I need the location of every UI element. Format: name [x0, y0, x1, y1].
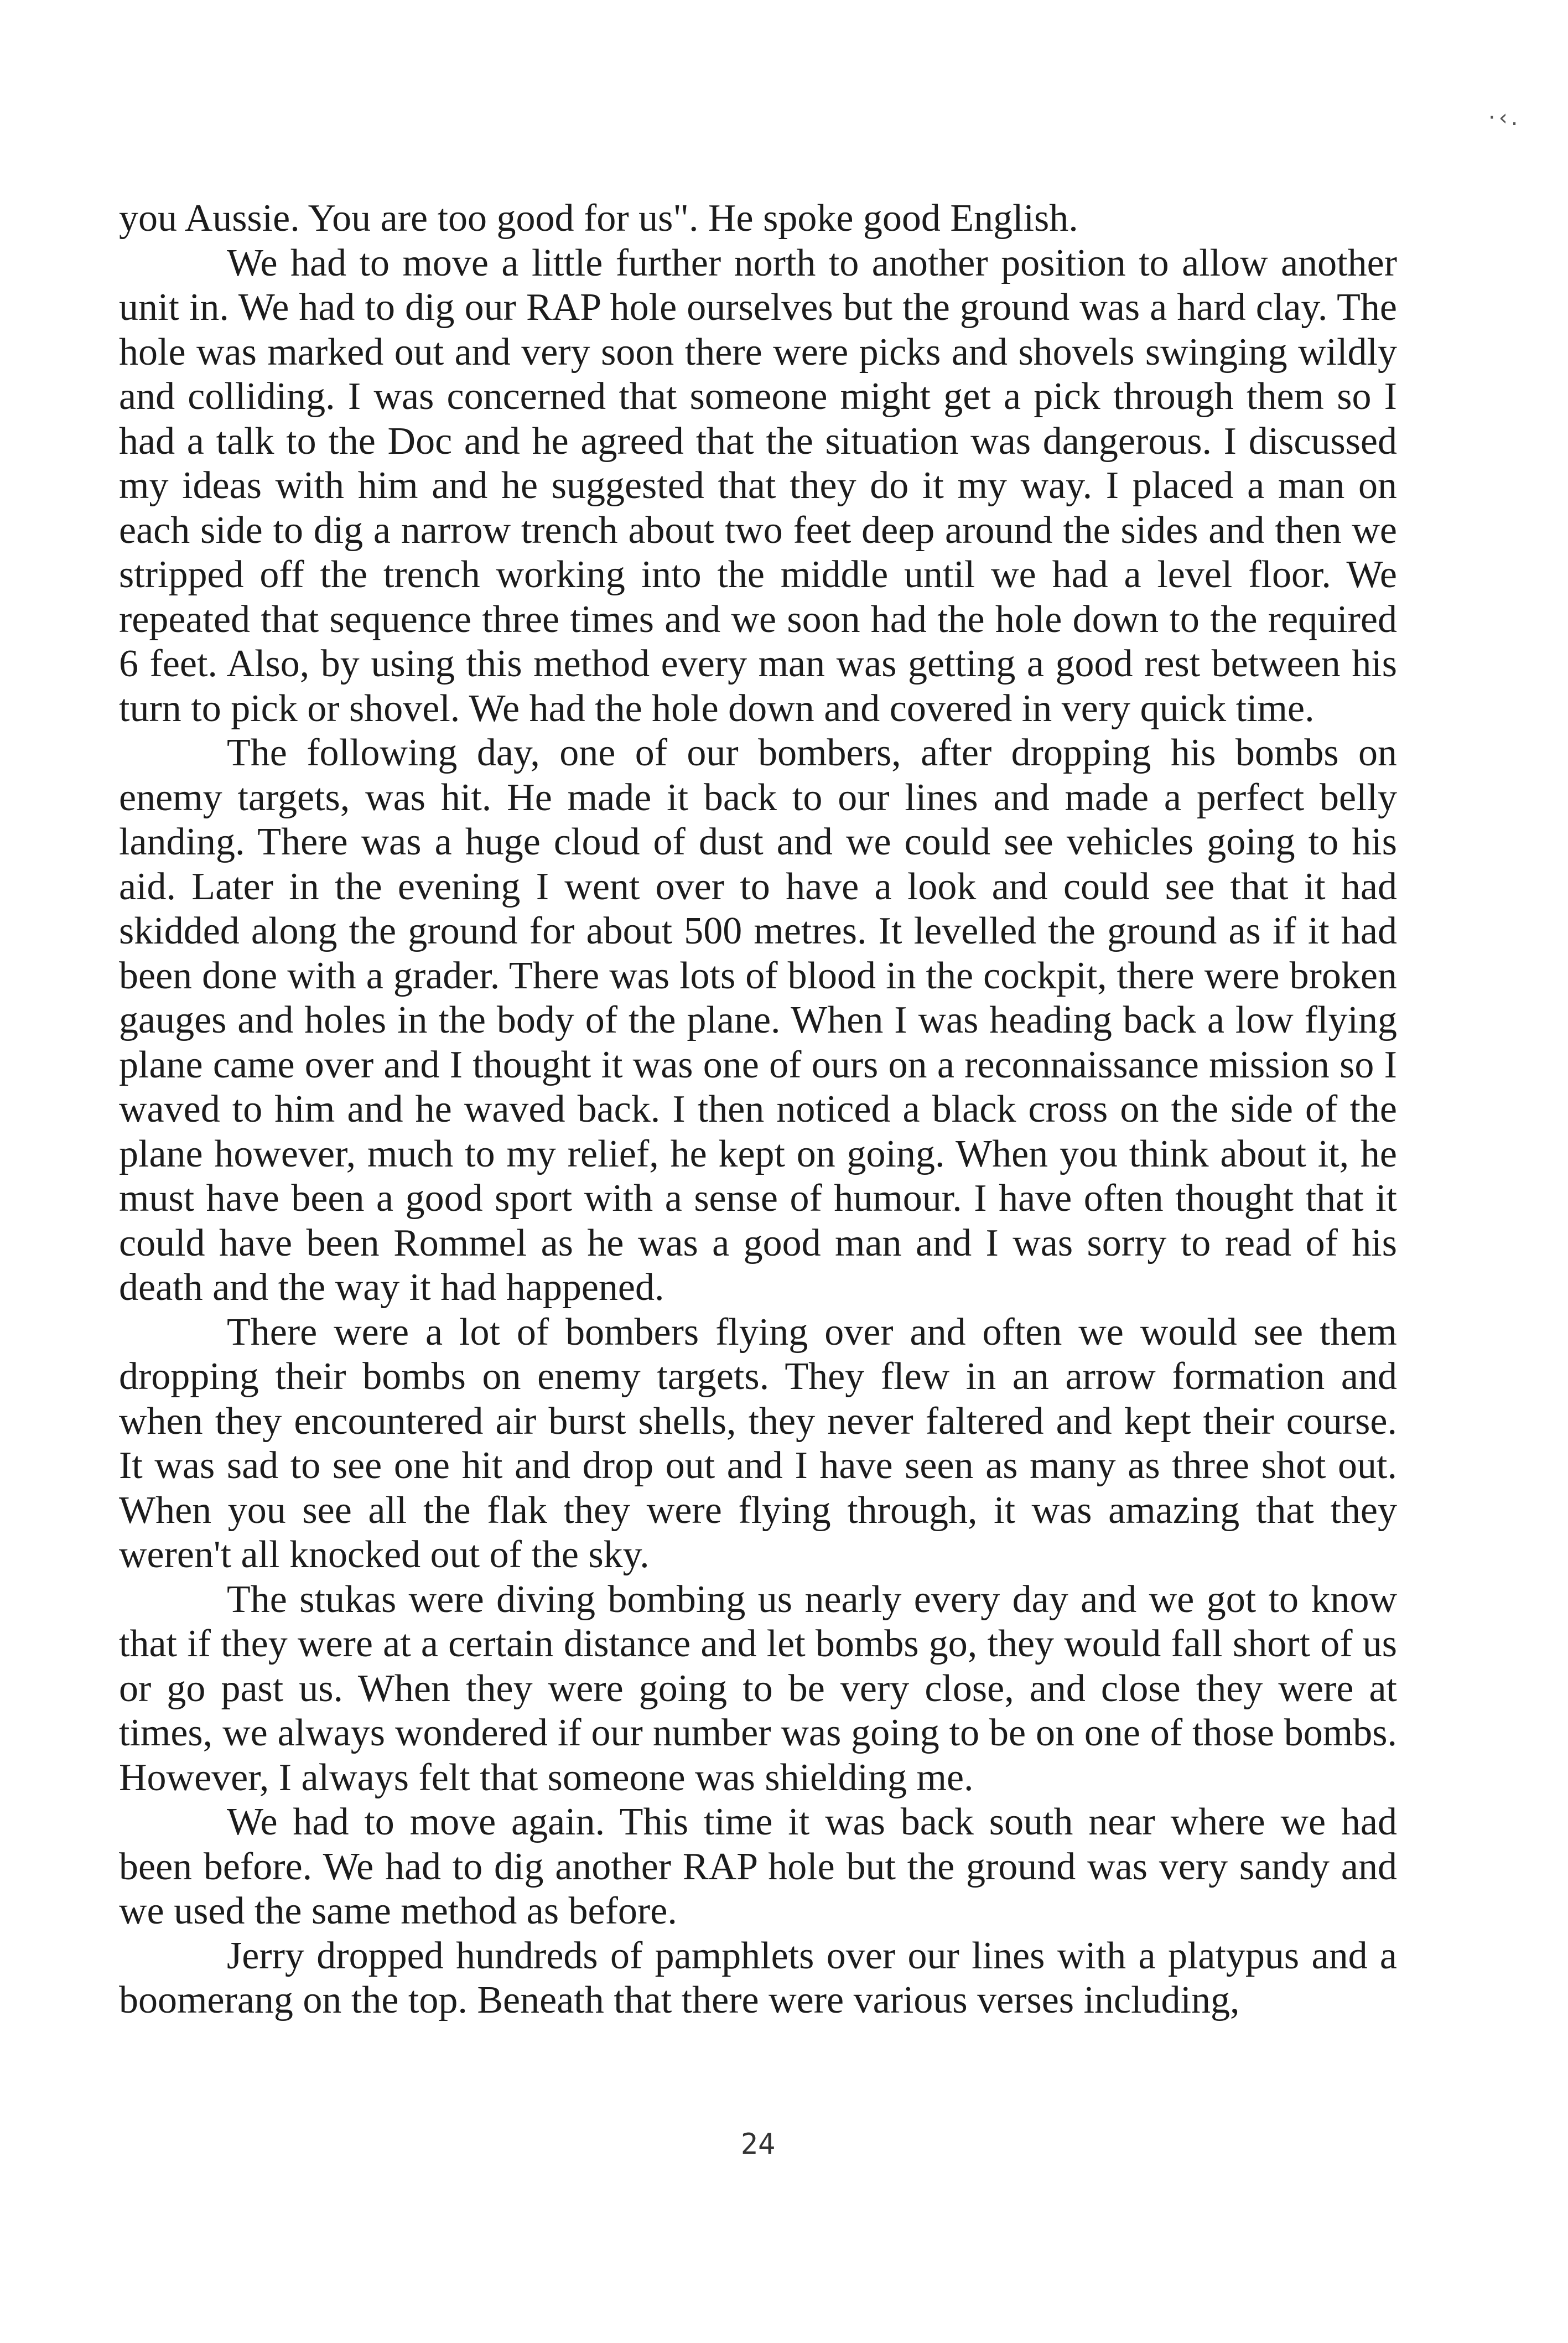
- body-text: [119, 196, 1397, 2023]
- page-number: 24: [740, 2128, 776, 2161]
- paragraph-move-again: We had to move again. This time it was back south near where we had been before. We had to dig another RAP hole but the ground was very sandy and we used the same method as before.: [119, 1801, 1397, 1932]
- paragraph-rap-hole: We had to move a little further north to another position to allow another unit in. We had to dig our RAP hole ourselves but the ground was a hard clay. The hole was marked out and very soon there were picks and shovels swinging wildly and colliding. I was concerned that someone might get a pick through them so I had a talk to the Doc and he agreed that the situation was dangerous. I discussed my ideas with him and he suggested that they do it my way. I placed a man on each side to dig a narrow trench about two feet deep around the sides and then we stripped off the trench working into the middle until we had a level floor. We repeated that sequence three times and we soon had the hole down to the required 6 feet. Also, by using this method every man was getting a good rest between his turn to pick or shovel. We had the hole down and covered in very quick time.: [119, 241, 1397, 730]
- paragraph-continuation: you Aussie. You are too good for us". He spoke good English.: [119, 197, 1078, 240]
- paragraph-bombers-formation: There were a lot of bombers flying over and often we would see them dropping their bombs on enemy targets. They flew in an arrow formation and when they encountered air burst shells, they never faltered and kept their course. It was sad to see one hit and drop out and I have seen as many as three shot out. When you see all the flak they were flying through, it was amazing that they weren't all knocked out of the sky.: [119, 1310, 1397, 1576]
- paragraph-pamphlets: Jerry dropped hundreds of pamphlets over our lines with a platypus and a boomerang on the top. Beneath that there were various verses including,: [119, 1934, 1397, 2021]
- paragraph-stukas: The stukas were diving bombing us nearly every day and we got to know that if they were at a certain distance and let bombs go, they would fall short of us or go past us. When they were going to be very close, and close they were at times, we always wondered if our number was going to be on one of those bombs. However, I always felt that someone was shielding me.: [119, 1578, 1397, 1799]
- paragraph-bomber-landing: The following day, one of our bombers, after dropping his bombs on enemy targets, was hit. He made it back to our lines and made a perfect belly landing. There was a huge cloud of dust and we could see vehicles going to his aid. Later in the evening I went over to have a look and could see that it had skidded along the ground for about 500 metres. It levelled the ground as if it had been done with a grader. There was lots of blood in the cockpit, there were broken gauges and holes in the body of the plane. When I was heading back a low flying plane came over and I thought it was one of ours on a reconnaissance mission so I waved to him and he waved back. I then noticed a black cross on the side of the plane however, much to my relief, he kept on going. When you think about it, he must have been a good sport with a sense of humour. I have often thought that it could have been Rommel as he was a good man and I was sorry to read of his death and the way it had happened.: [119, 732, 1397, 1309]
- corner-mark: ·‹.: [1488, 105, 1522, 131]
